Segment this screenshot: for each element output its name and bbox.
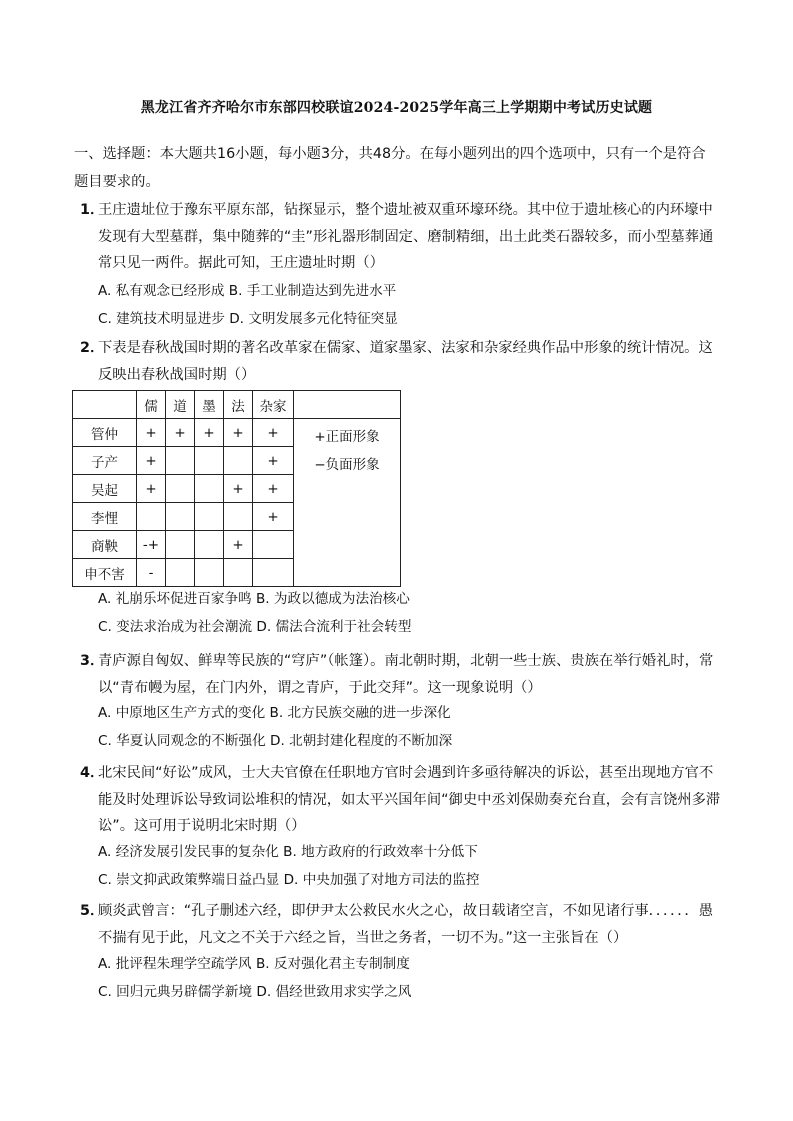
table-cell: + bbox=[253, 419, 294, 447]
table-cell bbox=[166, 447, 195, 475]
table-legend bbox=[294, 419, 401, 587]
reformer-table bbox=[72, 390, 401, 587]
table-cell bbox=[166, 531, 195, 559]
question-4-options-row-2: C. 崇文抑武政策弊端日益凸显 D. 中央加强了对地方司法的监控 bbox=[98, 872, 480, 888]
table-cell bbox=[253, 531, 294, 559]
question-3 bbox=[80, 648, 726, 701]
question-5-options-row-1: A. 批评程朱理学空疏学风 B. 反对强化君主专制制度 bbox=[98, 956, 410, 972]
question-number: 5． bbox=[80, 903, 105, 919]
table-header-cell: 法 bbox=[224, 391, 253, 419]
table-header-cell bbox=[73, 391, 137, 419]
table-cell: + bbox=[195, 419, 224, 447]
question-4-options-row-1: A. 经济发展引发民事的复杂化 B. 地方政府的行政效率十分低下 bbox=[98, 844, 478, 860]
question-5 bbox=[80, 898, 726, 951]
table-cell: + bbox=[224, 531, 253, 559]
table-header-cell: 道 bbox=[166, 391, 195, 419]
question-2-options-row-2: C. 变法求治成为社会潮流 D. 儒法合流利于社会转型 bbox=[98, 619, 412, 635]
question-2 bbox=[80, 335, 726, 388]
question-number: 2． bbox=[80, 340, 105, 356]
question-1 bbox=[80, 197, 726, 277]
question-text: 青庐源自匈奴、鲜卑等民族的“穹庐”（帐篷）。南北朝时期，北朝一些士族、贵族在举行婚礼时，常以“青布幔为屋，在门内外，谓之青庐，于此交拜”。这一现象说明（） bbox=[98, 653, 714, 696]
table-cell bbox=[195, 447, 224, 475]
table-cell bbox=[137, 503, 166, 531]
table-cell bbox=[195, 503, 224, 531]
table-cell bbox=[224, 559, 253, 587]
table-header-cell: 杂家 bbox=[253, 391, 294, 419]
table-cell bbox=[195, 559, 224, 587]
question-number: 3． bbox=[80, 653, 105, 669]
question-text: 北宋民间“好讼”成风，士大夫官僚在任职地方官时会遇到许多亟待解决的诉讼，甚至出现地方官不能及时处理诉讼导致词讼堆积的情况，如太平兴国年间“御史中丞刘保勋奏充台直，会有言饶州多滞讼”。这可用于说明北宋时期（） bbox=[98, 765, 721, 834]
table-header-cell: 墨 bbox=[195, 391, 224, 419]
table-cell: - bbox=[137, 559, 166, 587]
question-text: 顾炎武曾言：“孔子删述六经，即伊尹太公救民水火之心，故日载诸空言，不如见诸行事．．．．．．愚不揣有见于此，凡文之不关于六经之旨，当世之务者，一切不为。”这一主张旨在（） bbox=[98, 903, 714, 946]
table-header-row bbox=[73, 391, 401, 419]
question-3-options-row-2: C. 华夏认同观念的不断强化 D. 北朝封建化程度的不断加深 bbox=[98, 733, 453, 749]
table-cell bbox=[166, 503, 195, 531]
question-number: 1． bbox=[80, 202, 105, 218]
table-cell: + bbox=[137, 419, 166, 447]
table-cell: + bbox=[166, 419, 195, 447]
question-text: 王庄遗址位于豫东平原东部，钻探显示，整个遗址被双重环壕环绕。其中位于遗址核心的内环壕中发现有大型墓群，集中随葬的“圭”形礼器形制固定、磨制精细，出土此类石器较多，而小型墓葬通常只见一两件。据此可知，王庄遗址时期（） bbox=[98, 202, 714, 271]
table-cell: + bbox=[253, 503, 294, 531]
table-cell bbox=[195, 475, 224, 503]
table-header-cell: 儒 bbox=[137, 391, 166, 419]
question-4 bbox=[80, 760, 726, 840]
document-title: 黑龙江省齐齐哈尔市东部四校联谊2024-2025学年高三上学期期中考试历史试题 bbox=[140, 100, 653, 116]
reformer-name: 管仲 bbox=[73, 419, 137, 447]
reformer-name: 李悝 bbox=[73, 503, 137, 531]
table-cell bbox=[253, 559, 294, 587]
table-cell bbox=[166, 475, 195, 503]
table-row bbox=[73, 419, 401, 447]
table-cell bbox=[224, 447, 253, 475]
question-5-options-row-2: C. 回归元典另辟儒学新境 D. 倡经世致用求实学之风 bbox=[98, 984, 412, 1000]
question-text: 下表是春秋战国时期的著名改革家在儒家、道家墨家、法家和杂家经典作品中形象的统计情况。这反映出春秋战国时期（） bbox=[98, 340, 713, 383]
table-cell: + bbox=[137, 475, 166, 503]
reformer-name: 子产 bbox=[73, 447, 137, 475]
question-1-options-row-2: C. 建筑技术明显进步 D. 文明发展多元化特征突显 bbox=[98, 311, 398, 327]
table-cell: + bbox=[137, 447, 166, 475]
table-cell: -+ bbox=[137, 531, 166, 559]
question-number: 4． bbox=[80, 765, 105, 781]
table-cell bbox=[166, 559, 195, 587]
legend-negative: −负面形象 bbox=[314, 457, 380, 473]
legend-positive: +正面形象 bbox=[314, 429, 380, 445]
table-cell: + bbox=[253, 447, 294, 475]
table-cell: + bbox=[224, 419, 253, 447]
reformer-name: 吴起 bbox=[73, 475, 137, 503]
question-2-options-row-1: A. 礼崩乐坏促进百家争鸣 B. 为政以德成为法治核心 bbox=[98, 591, 410, 607]
table-cell: + bbox=[253, 475, 294, 503]
section-heading: 一、选择题：本大题共16小题，每小题3分，共48分。在每小题列出的四个选项中，只有一个是符合题目要求的。 bbox=[74, 146, 706, 190]
question-1-options-row-1: A. 私有观念已经形成 B. 手工业制造达到先进水平 bbox=[98, 283, 397, 299]
table-cell bbox=[224, 503, 253, 531]
table-cell bbox=[195, 531, 224, 559]
question-3-options-row-1: A. 中原地区生产方式的变化 B. 北方民族交融的进一步深化 bbox=[98, 705, 451, 721]
reformer-name: 申不害 bbox=[73, 559, 137, 587]
reformer-name: 商鞅 bbox=[73, 531, 137, 559]
table-header-cell bbox=[294, 391, 401, 419]
table-cell: + bbox=[224, 475, 253, 503]
